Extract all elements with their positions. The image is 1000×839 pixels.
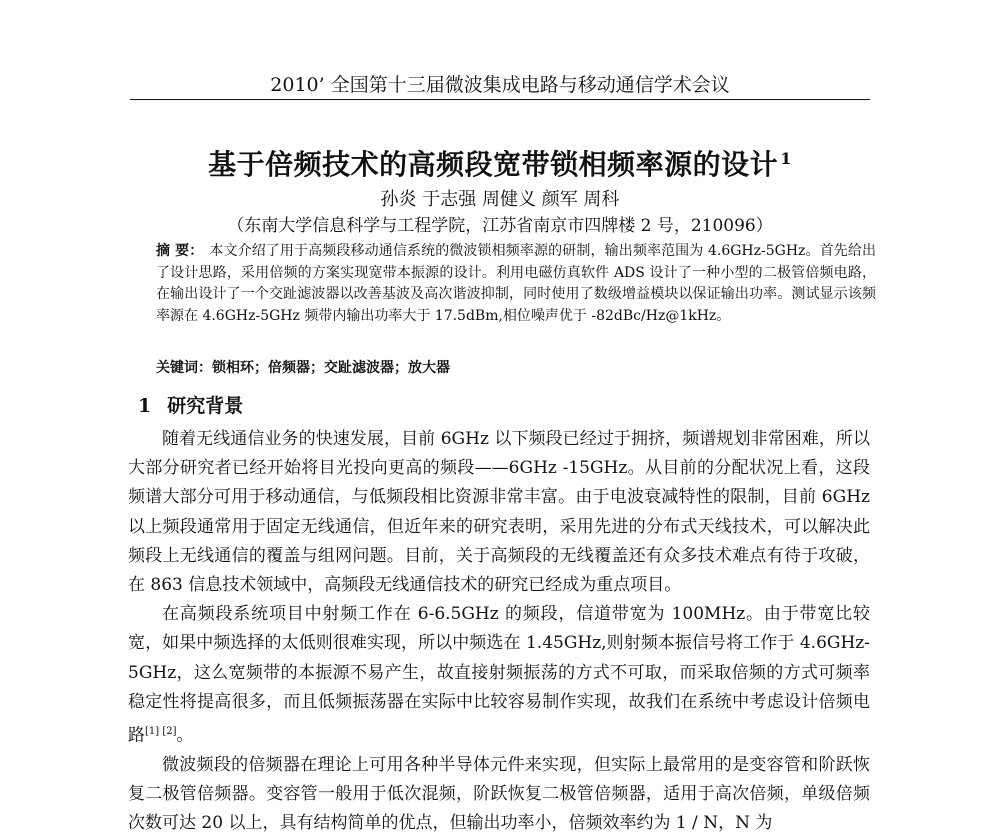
body-paragraph-2 <box>128 600 870 751</box>
author-list: 孙炎 于志强 周健义 颜军 周科 <box>380 189 620 210</box>
abstract-label: 摘 要： <box>156 243 204 259</box>
affiliation: （东南大学信息科学与工程学院，江苏省南京市四牌楼 2 号，210096） <box>227 216 773 236</box>
running-header: 2010’ 全国第十三届微波集成电路与移动通信学术会议 <box>270 74 730 96</box>
section-number: 1 <box>138 395 152 417</box>
section-heading <box>138 391 243 418</box>
keywords-text: 锁相环；倍频器；交趾滤波器；放大器 <box>212 360 450 376</box>
abstract-text: 本文介绍了用于高频段移动通信系统的微波锁相频率源的研制，输出频率范围为 4.6GHz-5GHz。首先给出了设计思路，采用倍频的方案实现宽带本振源的设计。利用电磁仿真软件 ADS 设计了一种小型的二极管倍频电路，在输出设计了一个交趾滤波器以改善基波及高次谐波抑制，同时使用了数级增益模块以保证输出功率。测试显示该频率源在 4.6GHz-5GHz 频带内输出功率大于 17.5dBm,相位噪声优于 -82dBc/Hz@1kHz。 <box>156 243 877 324</box>
citation-refs: [1] [2] <box>145 726 177 738</box>
title-footnote-marker: 1 <box>780 148 792 168</box>
section-body <box>128 425 870 839</box>
body-paragraph-2-text: 在高频段系统项目中射频工作在 6-6.5GHz 的频段，信道带宽为 100MHz。由于带宽比较宽，如果中频选择的太低则很难实现，所以中频选在 1.45GHz,则射频本振信号将工作于 4.6GHz-5GHz，这么宽频带的本振源不易产生，故直接射频振荡的方式不可取，而采取倍频的方式可频率稳定性将提高很多，而且低频振荡器在实际中比较容易制作实现，故我们在系统中考虑设计倍频电路 <box>128 604 870 746</box>
section-title: 研究背景 <box>167 395 244 417</box>
abstract <box>156 241 876 327</box>
body-paragraph-3: 微波频段的倍频器在理论上可用各种半导体元件来实现，但实际上最常用的是变容管和阶跃恢复二极管倍频器。变容管一般用于低次混频，阶跃恢复二极管倍频器，适用于高次倍频，单级倍频次数可达 20 以上，具有结构简单的优点，但输出功率小，倍频效率约为 1 / N，N 为 <box>128 754 870 834</box>
header-rule <box>130 99 870 100</box>
keywords <box>156 357 876 377</box>
body-paragraph-1: 随着无线通信业务的快速发展，目前 6GHz 以下频段已经过于拥挤，频谱规划非常困难，所以大部分研究者已经开始将目光投向更高的频段——6GHz -15GHz。从目前的分配状况上看，这段频谱大部分可用于移动通信，与低频段相比资源非常丰富。由于电波衰减特性的限制，目前 6GHz 以上频段通常用于固定无线通信，但近年来的研究表明，采用先进的分布式天线技术，可以解决此频段上无线通信的覆盖与组网问题。目前，关于高频段的无线覆盖还有众多技术难点有待于攻破，在 863 信息技术领域中，高频段无线通信技术的研究已经成为重点项目。 <box>128 429 870 596</box>
keywords-label: 关键词： <box>156 360 212 376</box>
paper-title-text: 基于倍频技术的高频段宽带锁相频率源的设计 <box>208 148 779 181</box>
paper-title <box>120 143 880 183</box>
body-paragraph-2-end: 。 <box>176 725 194 746</box>
